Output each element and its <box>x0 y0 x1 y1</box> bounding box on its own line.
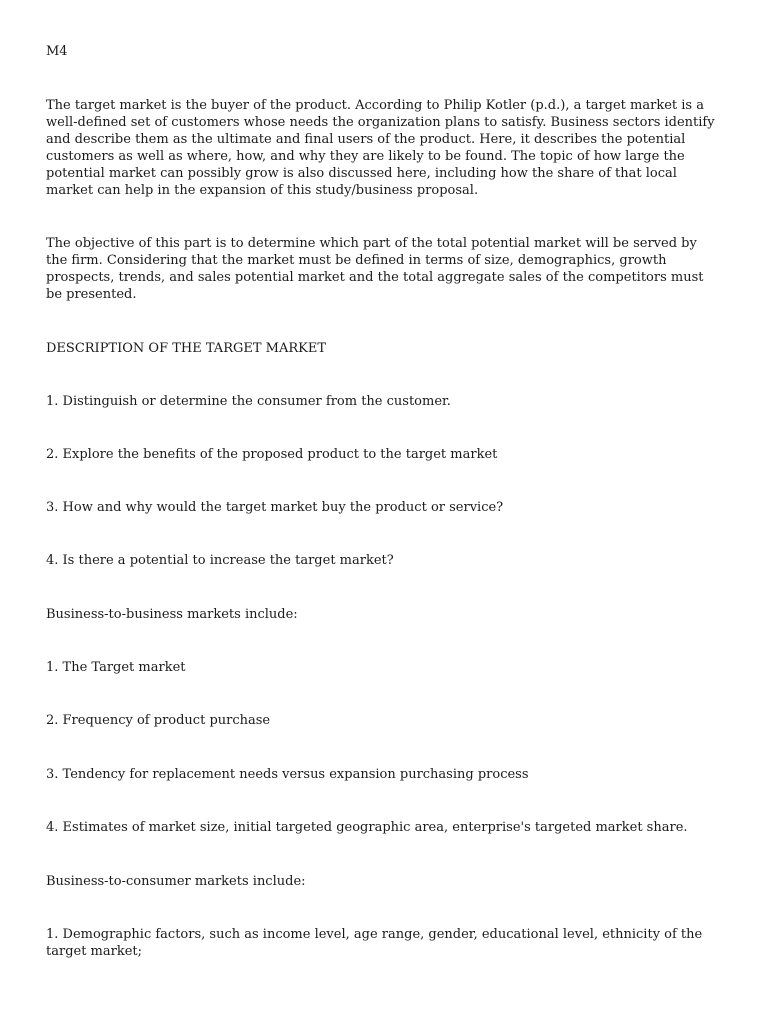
list-item: 2. Frequency of product purchase <box>46 713 271 728</box>
list-item: 3. Tendency for replacement needs versus expansion purchasing process <box>46 767 529 782</box>
list-item: 2. Explore the benefits of the proposed product to the target market <box>46 447 498 462</box>
list-item: 3. How and why would the target market buy the product or service? <box>46 500 504 515</box>
list-item: 4. Estimates of market size, initial targeted geographic area, enterprise's targeted market share. <box>46 820 688 835</box>
b2c-heading: Business-to-consumer markets include: <box>46 874 306 889</box>
section-title: DESCRIPTION OF THE TARGET MARKET <box>46 341 327 356</box>
b2b-heading: Business-to-business markets include: <box>46 607 298 622</box>
list-item: 4. Is there a potential to increase the target market? <box>46 553 394 568</box>
intro-paragraph: The target market is the buyer of the product. According to Philip Kotler (p.d.), a target market is a well-defined set of customers whose needs the organization plans to satisfy. Business sectors identify and describe them as the ultimate and final users of the product. Here, it describes the potential customers as well as where, how, and why they are likely to be found. The topic of how large the potential market can possibly grow is also discussed here, including how the share of that local market can help in the expansion of this study/business proposal. <box>46 98 715 198</box>
objective-paragraph: The objective of this part is to determine which part of the total potential market will be served by the firm. Considering that the market must be defined in terms of size, demographics, growth prospects, trends, and sales potential market and the total aggregate sales of the competitors must be presented. <box>46 236 704 302</box>
list-item: 1. The Target market <box>46 660 186 675</box>
list-item: 1. Demographic factors, such as income level, age range, gender, educational level, ethnicity of the target market; <box>46 927 703 959</box>
list-item: 1. Distinguish or determine the consumer from the customer. <box>46 394 451 409</box>
module-label: M4 <box>46 44 68 59</box>
